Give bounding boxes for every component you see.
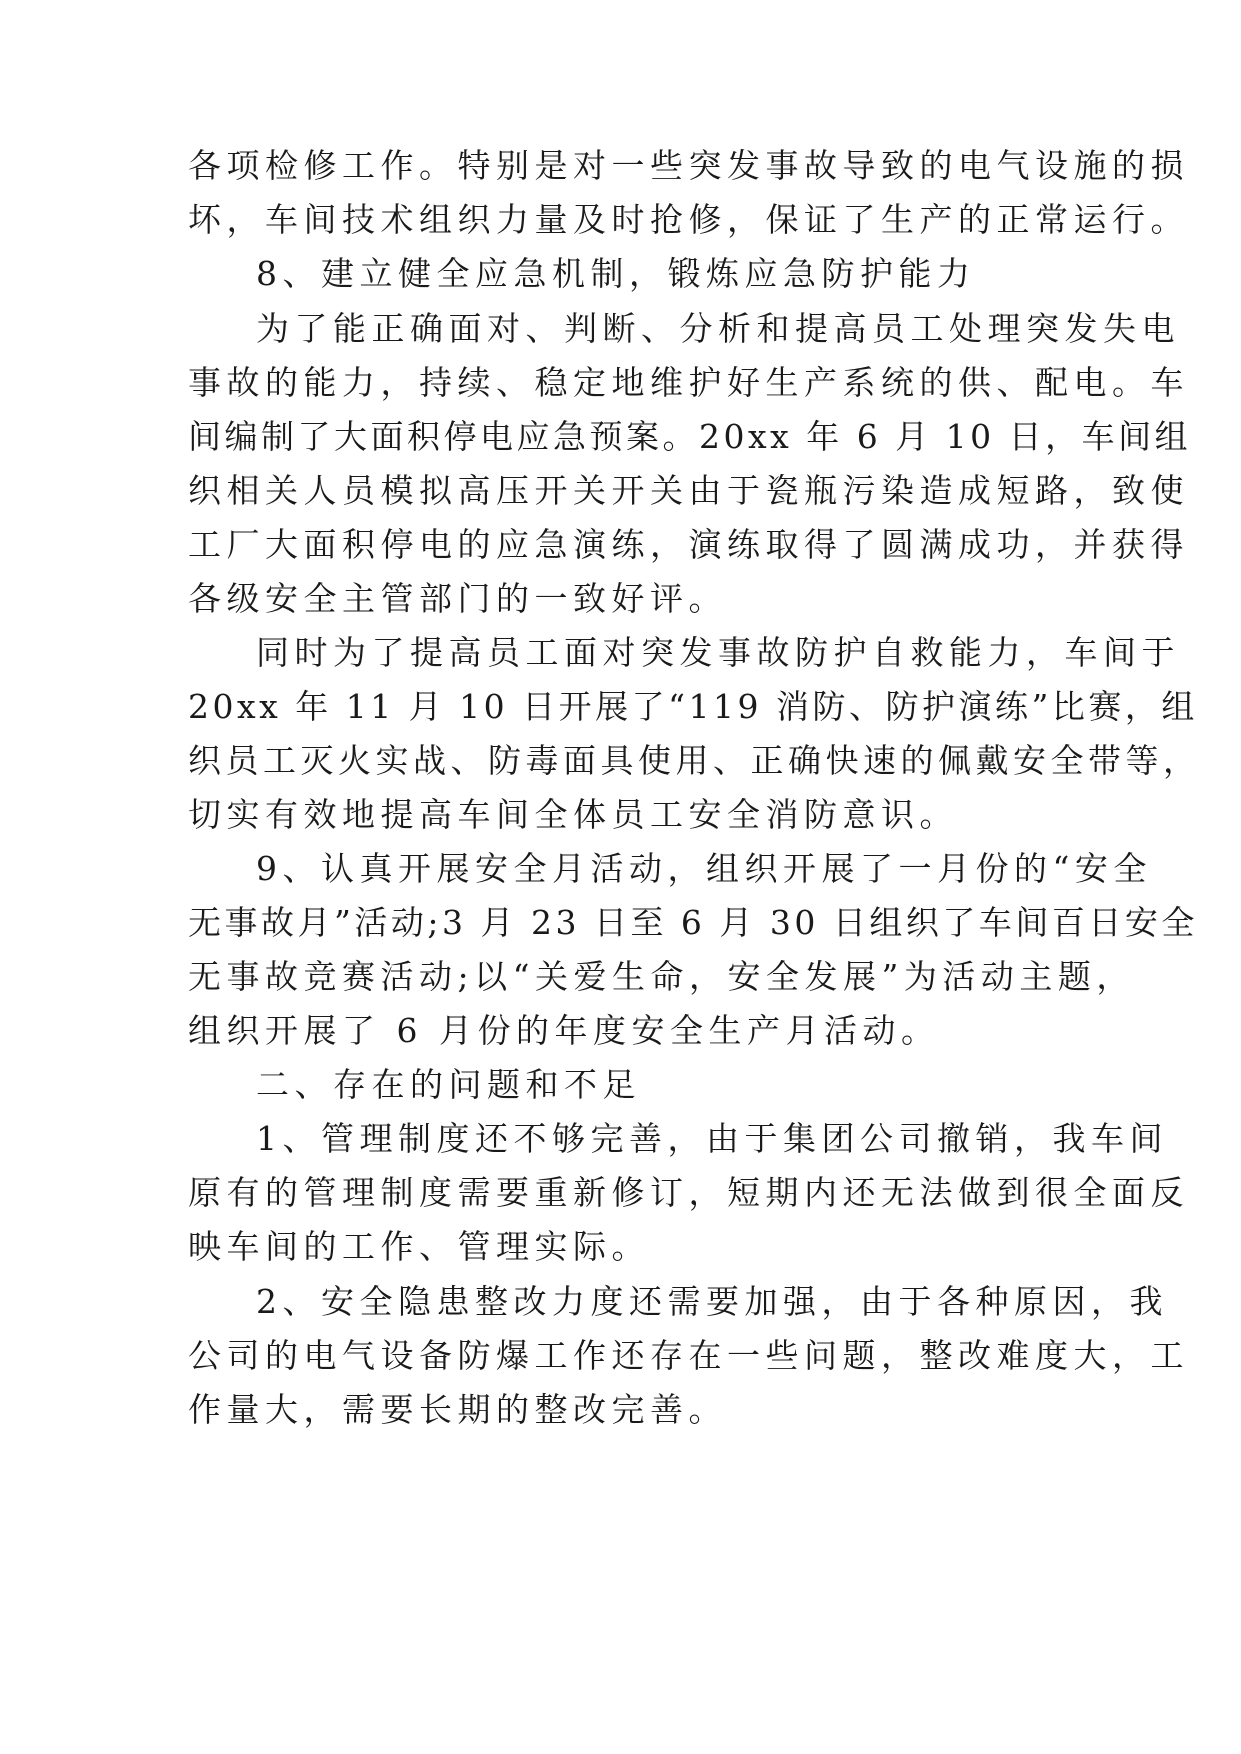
text-line: 织相关人员模拟高压开关开关由于瓷瓶污染造成短路，致使 (188, 471, 1189, 510)
text-line: 1、管理制度还不够完善，由于集团公司撤销，我车间 (256, 1119, 1168, 1158)
text-line: 各级安全主管部门的一致好评。 (188, 579, 727, 618)
text-line: 坏，车间技术组织力量及时抢修，保证了生产的正常运行。 (188, 200, 1189, 239)
text-line: 工厂大面积停电的应急演练，演练取得了圆满成功，并获得 (188, 525, 1189, 564)
text-line: 间编制了大面积停电应急预案。20xx 年 6 月 10 日，车间组 (188, 417, 1192, 456)
text-line: 20xx 年 11 月 10 日开展了“119 消防、防护演练”比赛，组 (188, 687, 1198, 726)
text-line: 无事故月”活动;3 月 23 日至 6 月 30 日组织了车间百日安全 (188, 903, 1198, 942)
text-line: 事故的能力，持续、稳定地维护好生产系统的供、配电。车 (188, 363, 1189, 402)
text-line: 切实有效地提高车间全体员工安全消防意识。 (188, 795, 958, 834)
text-line: 公司的电气设备防爆工作还存在一些问题，整改难度大，工 (188, 1336, 1189, 1375)
text-line: 无事故竞赛活动;以“关爱生命，安全发展”为活动主题， (188, 957, 1135, 996)
text-line: 映车间的工作、管理实际。 (188, 1227, 650, 1266)
text-line: 作量大，需要长期的整改完善。 (188, 1390, 727, 1429)
text-line: 为了能正确面对、判断、分析和提高员工处理突发失电 (256, 309, 1180, 348)
section-heading: 8、建立健全应急机制，锻炼应急防护能力 (256, 254, 976, 293)
text-line: 同时为了提高员工面对突发事故防护自救能力，车间于 (256, 633, 1180, 672)
text-line: 9、认真开展安全月活动，组织开展了一月份的“安全 (256, 849, 1152, 888)
text-line: 各项检修工作。特别是对一些突发事故导致的电气设施的损 (188, 146, 1189, 185)
text-line: 原有的管理制度需要重新修订，短期内还无法做到很全面反 (188, 1173, 1189, 1212)
text-line: 织员工灭火实战、防毒面具使用、正确快速的佩戴安全带等， (188, 741, 1201, 780)
text-line: 组织开展了 6 月份的年度安全生产月活动。 (188, 1011, 940, 1050)
text-line: 2、安全隐患整改力度还需要加强，由于各种原因，我 (256, 1282, 1168, 1321)
section-heading: 二、存在的问题和不足 (256, 1065, 641, 1104)
